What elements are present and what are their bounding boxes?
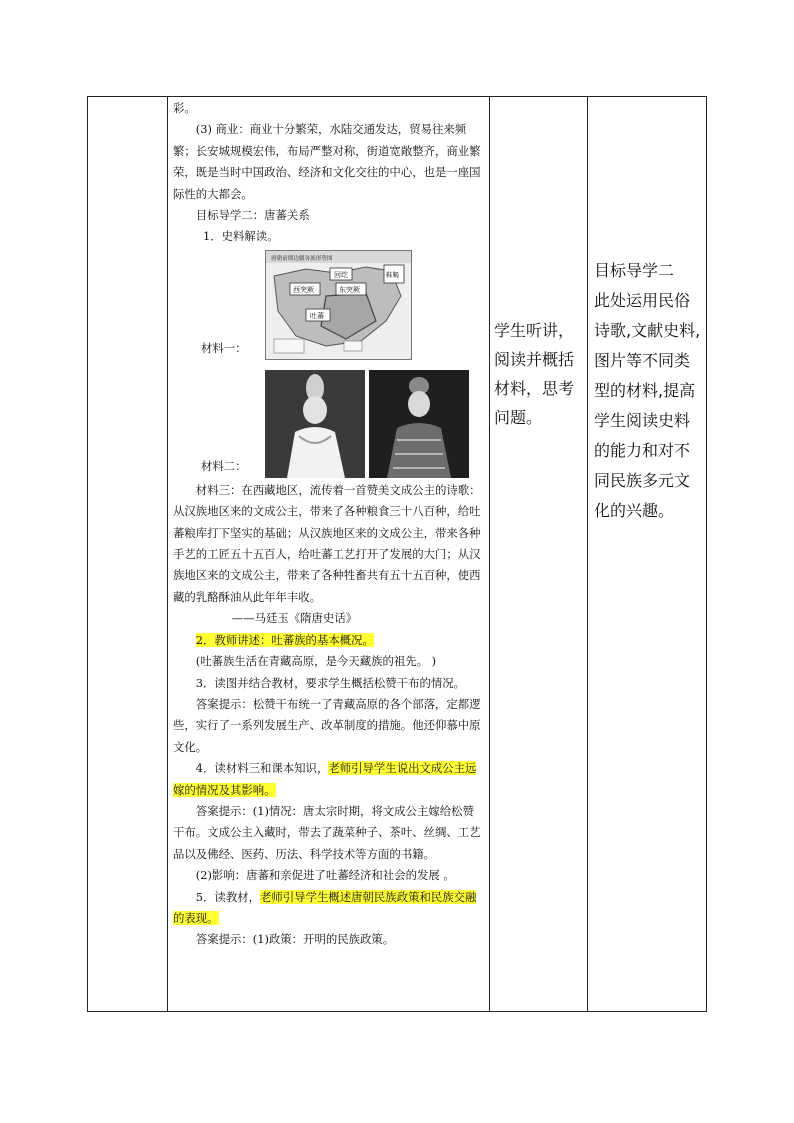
material-2-label: 材料二： bbox=[201, 459, 247, 474]
princess-wencheng-statue bbox=[369, 370, 469, 478]
map-label-tubo: 吐蕃 bbox=[310, 311, 324, 320]
step-3-answer: 答案提示：松赞干布统一了青藏高原的各个部落，定都逻些，实行了一系列发展生产、改革制度的措施。他还仰慕中原文化。 bbox=[173, 696, 481, 754]
step-4-highlight: 老师引导学生说出文成公主远嫁的情况及其影响。 bbox=[173, 761, 477, 797]
text-paragraph: 彩。 bbox=[173, 101, 196, 115]
map-title: 唐朝前期边疆各族形势图 bbox=[271, 255, 333, 262]
step-2 bbox=[173, 630, 483, 651]
material-1 bbox=[173, 250, 483, 360]
map-label-huihe: 回纥 bbox=[334, 270, 348, 279]
material-2 bbox=[173, 370, 483, 478]
songtsen-gampo-statue bbox=[265, 370, 365, 478]
step-5-answer: 答案提示：(1)政策：开明的民族政策。 bbox=[195, 932, 395, 947]
goal-heading: 目标导学二：唐蕃关系 bbox=[195, 208, 310, 223]
student-activity-cell: 学生听讲，阅读并概括材料，思考问题。 bbox=[494, 321, 575, 427]
material-3: 材料三：在西藏地区，流传着一首赞美文成公主的诗歌：从汉族地区来的文成公主，带来了各种粮食三十八百种，给吐蕃粮库打下坚实的基础；从汉族地区来的文成公主，带来各种手艺的工匠五十五百人，给吐蕃工艺打开了发展的大门；从汉族地区来的文成公主，带来了各种牲畜共有五十五百种，使西藏的乳酪酥油从此年年丰收。 bbox=[173, 482, 481, 604]
map-label-east-tujue: 东突厥 bbox=[339, 285, 360, 294]
step-3: 3．读图并结合教材，要求学生概括松赞干布的情况。 bbox=[195, 675, 466, 690]
step-4 bbox=[173, 758, 483, 801]
map-label-west-tujue: 西突厥 bbox=[293, 285, 314, 294]
step-5 bbox=[173, 887, 483, 930]
material-3-source: ——马廷玉《隋唐史话》 bbox=[231, 611, 358, 626]
teaching-content-cell bbox=[167, 96, 489, 1012]
step-2-note: (吐蕃族生活在青藏高原，是今天藏族的祖先。 ) bbox=[195, 654, 437, 669]
intent-title: 目标导学二 bbox=[594, 261, 675, 280]
step-4-answer: 答案提示：(1)情况：唐太宗时期，将文成公主嫁给松赞干布。文成公主入藏时，带去了蔬菜种子、茶叶、丝绸、工艺品以及佛经、医药、历法、科学技术等方面的书籍。 bbox=[173, 803, 481, 861]
map-label-mohe: 靺鞨 bbox=[386, 270, 399, 279]
commerce-paragraph: (3) 商业：商业十分繁荣，水陆交通发达，贸易往来频繁；长安城规模宏伟，布局严整对称，街道宽敞整齐，商业繁荣，既是当时中国政治、经济和文化交往的中心，也是一座国际性的大都会。 bbox=[173, 122, 481, 201]
intent-body: 此处运用民俗诗歌,文献史料,图片等不同类型的材料,提高学生阅读史料的能力和对不同民族多元文化的兴趣。 bbox=[594, 291, 701, 520]
column-divider bbox=[489, 97, 490, 1011]
step-4-text: 4．读材料三和课本知识， bbox=[195, 761, 329, 776]
step-2-highlight: 2．教师讲述：吐蕃族的基本概况。 bbox=[195, 632, 374, 647]
step-5-text: 5．读教材， bbox=[195, 889, 260, 904]
step-4-answer-2: (2)影响：唐蕃和亲促进了吐蕃经济和社会的发展 。 bbox=[195, 868, 455, 883]
material-1-label: 材料一： bbox=[201, 341, 247, 356]
step-5-highlight: 老师引导学生概述唐朝民族政策和民族交融的表现。 bbox=[173, 889, 477, 925]
design-intent-cell bbox=[594, 256, 704, 526]
tang-frontier-map bbox=[265, 250, 412, 360]
step-1: 1．史料解读。 bbox=[203, 229, 279, 244]
column-divider bbox=[587, 97, 588, 1011]
